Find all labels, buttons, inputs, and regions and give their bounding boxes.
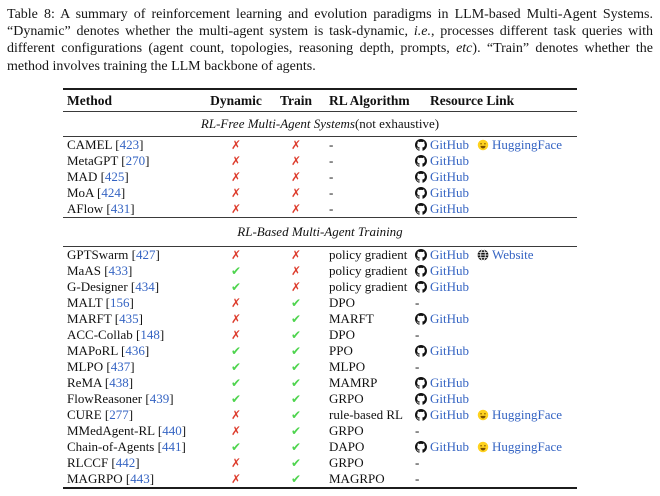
check-icon: ✔ — [290, 344, 302, 358]
section-header-rl-based — [63, 218, 577, 246]
resource-link-cell — [415, 407, 577, 423]
cross-icon: ✗ — [230, 170, 242, 184]
resource-link-cell — [415, 439, 577, 455]
github-icon — [415, 249, 427, 261]
cross-icon: ✗ — [290, 154, 302, 168]
rl-algorithm-cell: rule-based RL — [329, 407, 404, 422]
check-icon: ✔ — [290, 296, 302, 310]
github-resource — [415, 247, 469, 263]
rl-algorithm-cell: MAMRP — [329, 375, 378, 390]
citation-close-bracket: ] — [139, 137, 144, 152]
dynamic-cell — [205, 279, 267, 295]
header-dynamic: Dynamic — [210, 92, 262, 108]
check-icon: ✔ — [290, 456, 302, 470]
train-cell — [267, 169, 325, 185]
caption-italic-ie: i.e. — [413, 24, 431, 40]
train-cell — [267, 391, 325, 407]
train-cell — [267, 279, 325, 295]
rl-algorithm-cell: policy gradient — [329, 279, 408, 294]
citation-link[interactable]: 423 — [119, 137, 140, 152]
citation-link[interactable]: 431 — [110, 201, 131, 216]
table-row — [63, 201, 577, 217]
github-icon — [415, 377, 427, 389]
table-header-row — [63, 90, 577, 111]
citation-close-bracket: ] — [145, 153, 150, 168]
dynamic-cell — [205, 153, 267, 169]
rl-algorithm-cell: - — [329, 185, 334, 200]
rl-algorithm-cell: DPO — [329, 295, 356, 310]
citation-close-bracket: ] — [124, 169, 129, 184]
method-name: CURE [ — [67, 407, 110, 422]
check-icon: ✔ — [230, 392, 242, 406]
cross-icon: ✗ — [230, 456, 242, 470]
rl-algorithm-cell: MARFT — [329, 311, 374, 326]
table-bottom-rule — [63, 487, 577, 489]
table-row — [63, 375, 577, 391]
github-resource — [415, 153, 469, 169]
train-cell — [267, 455, 325, 471]
github-link[interactable]: GitHub — [430, 153, 469, 168]
huggingface-resource — [477, 439, 562, 455]
github-icon — [415, 313, 427, 325]
check-icon: ✔ — [230, 344, 242, 358]
check-icon: ✔ — [290, 376, 302, 390]
citation-link[interactable]: 439 — [149, 391, 170, 406]
method-name: CAMEL [ — [67, 137, 120, 152]
method-name: AFlow [ — [67, 201, 111, 216]
train-cell — [267, 327, 325, 343]
website-resource — [477, 247, 534, 263]
table-row — [63, 247, 577, 263]
resource-link-cell — [415, 391, 577, 407]
check-icon: ✔ — [290, 408, 302, 422]
github-link[interactable]: GitHub — [430, 311, 469, 326]
citation-link[interactable]: 435 — [119, 311, 139, 326]
github-icon — [415, 409, 427, 421]
dynamic-cell — [205, 295, 267, 311]
huggingface-resource — [477, 407, 562, 423]
method-name: FlowReasoner [ — [67, 391, 150, 406]
caption-text: Table 8: A summary of reinforcement learning and evolution paradigms in LLM-based Multi-Agent Systems. “Dynamic” denotes whether the multi-agent system is task-dynamic, — [7, 7, 653, 40]
dynamic-cell — [205, 375, 267, 391]
table-row — [63, 391, 577, 407]
cross-icon: ✗ — [230, 138, 242, 152]
method-name: ACC-Collab [ — [67, 327, 141, 342]
citation-close-bracket: ] — [181, 423, 187, 438]
table-row — [63, 455, 577, 471]
github-link[interactable]: GitHub — [430, 375, 469, 390]
rl-free-rows — [63, 137, 577, 217]
dynamic-cell — [205, 185, 267, 201]
dynamic-cell — [205, 311, 267, 327]
rl-algorithm-cell: - — [329, 169, 334, 184]
citation-link[interactable]: 424 — [101, 185, 121, 200]
resource-link-cell — [415, 455, 577, 471]
rl-algorithm-cell: DAPO — [329, 439, 365, 454]
github-icon — [415, 155, 427, 167]
citation-link[interactable]: 436 — [125, 343, 145, 358]
citation-close-bracket: ] — [130, 359, 135, 374]
citation-close-bracket: ] — [130, 201, 135, 216]
github-link[interactable]: GitHub — [430, 407, 469, 422]
caption-italic-etc: etc — [456, 41, 473, 57]
rl-algorithm-cell: MLPO — [329, 359, 366, 374]
citation-link[interactable]: 156 — [109, 295, 130, 310]
check-icon: ✔ — [230, 264, 242, 278]
no-resource-dash: - — [415, 327, 420, 342]
dynamic-cell — [205, 439, 267, 455]
check-icon: ✔ — [290, 328, 302, 342]
github-link[interactable]: GitHub — [430, 343, 469, 358]
method-name: MARFT [ — [67, 311, 120, 326]
table-row — [63, 343, 577, 359]
huggingface-icon — [477, 409, 489, 421]
citation-link[interactable]: 433 — [108, 263, 129, 278]
github-icon — [415, 171, 427, 183]
dynamic-cell — [205, 137, 267, 153]
train-cell — [267, 247, 325, 263]
train-cell — [267, 295, 325, 311]
header-method: Method — [67, 92, 112, 108]
dynamic-cell — [205, 343, 267, 359]
table-row — [63, 169, 577, 185]
huggingface-link[interactable]: HuggingFace — [492, 439, 563, 454]
citation-close-bracket: ] — [129, 295, 134, 310]
caption-text: , processes different task queries with different configurations (agent count, topologies, reasoning depth, prompts, — [7, 24, 653, 57]
cross-icon: ✗ — [230, 424, 242, 438]
resource-link-cell — [415, 311, 577, 327]
cross-icon: ✗ — [230, 472, 242, 486]
table-row — [63, 327, 577, 343]
dynamic-cell — [205, 423, 267, 439]
github-resource — [415, 391, 469, 407]
dynamic-cell — [205, 247, 267, 263]
github-resource — [415, 169, 469, 185]
resource-link-cell — [415, 153, 577, 169]
citation-close-bracket: ] — [128, 263, 133, 278]
table-row — [63, 471, 577, 487]
section-title: RL-Free Multi-Agent Systems — [200, 116, 355, 131]
citation-close-bracket: ] — [181, 439, 186, 454]
no-resource-dash: - — [415, 423, 420, 438]
github-icon — [415, 441, 427, 453]
train-cell — [267, 201, 325, 217]
dynamic-cell — [205, 471, 267, 487]
citation-link[interactable]: 270 — [125, 153, 146, 168]
check-icon: ✔ — [230, 376, 242, 390]
paper-table — [63, 88, 577, 489]
train-cell — [267, 137, 325, 153]
train-cell — [267, 471, 325, 487]
resource-link-cell — [415, 263, 577, 279]
github-icon — [415, 203, 427, 215]
cross-icon: ✗ — [230, 186, 242, 200]
citation-close-bracket: ] — [120, 185, 126, 200]
dynamic-cell — [205, 359, 267, 375]
dynamic-cell — [205, 201, 267, 217]
table-row — [63, 439, 577, 455]
github-resource — [415, 343, 469, 359]
method-name: GPTSwarm [ — [67, 247, 136, 262]
no-resource-dash: - — [415, 359, 420, 374]
citation-close-bracket: ] — [138, 311, 143, 326]
resource-link-cell — [415, 201, 577, 217]
resource-link-cell — [415, 247, 577, 263]
table-caption — [7, 6, 653, 75]
cross-icon: ✗ — [230, 202, 242, 216]
citation-close-bracket: ] — [144, 343, 150, 358]
method-name: MAD [ — [67, 169, 105, 184]
section-title: RL-Based Multi-Agent Training — [237, 224, 403, 239]
dynamic-cell — [205, 327, 267, 343]
caption-text: ). “Train” denotes whether the method involves training the LLM backbone of agents. — [7, 41, 653, 74]
resource-link-cell — [415, 375, 577, 391]
github-resource — [415, 375, 469, 391]
rl-algorithm-cell: - — [329, 201, 334, 216]
check-icon: ✔ — [230, 440, 242, 454]
resource-link-cell — [415, 471, 577, 487]
citation-link[interactable]: 434 — [135, 279, 155, 294]
github-icon — [415, 139, 427, 151]
method-name: MLPO [ — [67, 359, 111, 374]
github-link[interactable]: GitHub — [430, 247, 469, 262]
check-icon: ✔ — [290, 360, 302, 374]
resource-link-cell — [415, 423, 577, 439]
cross-icon: ✗ — [290, 280, 302, 294]
rl-algorithm-cell: MAGRPO — [329, 471, 385, 486]
citation-link[interactable]: 425 — [104, 169, 125, 184]
train-cell — [267, 439, 325, 455]
train-cell — [267, 185, 325, 201]
dynamic-cell — [205, 407, 267, 423]
citation-link[interactable]: 440 — [162, 423, 182, 438]
rl-algorithm-cell: - — [329, 137, 334, 152]
method-name: Chain-of-Agents [ — [67, 439, 162, 454]
github-link[interactable]: GitHub — [430, 279, 469, 294]
citation-link[interactable]: 148 — [140, 327, 160, 342]
table-row — [63, 153, 577, 169]
method-name: MALT [ — [67, 295, 110, 310]
github-resource — [415, 407, 469, 423]
resource-link-cell — [415, 137, 577, 153]
resource-link-cell — [415, 279, 577, 295]
github-link[interactable]: GitHub — [430, 439, 469, 454]
header-resource-link: Resource Link — [430, 92, 515, 108]
github-icon — [415, 265, 427, 277]
method-name: RLCCF [ — [67, 455, 116, 470]
cross-icon: ✗ — [230, 408, 242, 422]
method-name: MAGRPO [ — [67, 471, 131, 486]
method-name: G-Designer [ — [67, 279, 136, 294]
resource-link-cell — [415, 343, 577, 359]
method-name: MaAS [ — [67, 263, 109, 278]
train-cell — [267, 359, 325, 375]
rl-algorithm-cell: policy gradient — [329, 247, 408, 262]
github-link[interactable]: GitHub — [430, 185, 469, 200]
table-row — [63, 407, 577, 423]
table-row — [63, 185, 577, 201]
huggingface-link[interactable]: HuggingFace — [492, 137, 563, 152]
resource-link-cell — [415, 295, 577, 311]
github-icon — [415, 345, 427, 357]
citation-close-bracket: ] — [128, 407, 134, 422]
resource-link-cell — [415, 185, 577, 201]
citation-close-bracket: ] — [169, 391, 174, 406]
table-row — [63, 295, 577, 311]
table-row — [63, 359, 577, 375]
cross-icon: ✗ — [290, 138, 302, 152]
no-resource-dash: - — [415, 471, 420, 486]
github-link[interactable]: GitHub — [430, 391, 469, 406]
github-icon — [415, 281, 427, 293]
github-icon — [415, 187, 427, 199]
table-row — [63, 423, 577, 439]
rl-based-rows — [63, 247, 577, 487]
table-row — [63, 137, 577, 153]
github-link[interactable]: GitHub — [430, 263, 469, 278]
citation-link[interactable]: 441 — [161, 439, 182, 454]
section-title-note: (not exhaustive) — [354, 116, 440, 131]
train-cell — [267, 343, 325, 359]
table-row — [63, 263, 577, 279]
github-link[interactable]: GitHub — [430, 169, 469, 184]
method-name: MoA [ — [67, 185, 102, 200]
train-cell — [267, 311, 325, 327]
resource-link-cell — [415, 359, 577, 375]
citation-link[interactable]: 442 — [115, 455, 136, 470]
cross-icon: ✗ — [290, 170, 302, 184]
check-icon: ✔ — [230, 360, 242, 374]
citation-link[interactable]: 427 — [135, 247, 156, 262]
citation-link[interactable]: 277 — [109, 407, 129, 422]
rl-algorithm-cell: GRPO — [329, 391, 364, 406]
no-resource-dash: - — [415, 455, 420, 470]
github-resource — [415, 185, 469, 201]
rl-algorithm-cell: policy gradient — [329, 263, 408, 278]
huggingface-link[interactable]: HuggingFace — [492, 407, 563, 422]
train-cell — [267, 423, 325, 439]
rl-algorithm-cell: DPO — [329, 327, 356, 342]
rl-algorithm-cell: PPO — [329, 343, 353, 358]
check-icon: ✔ — [290, 472, 302, 486]
cross-icon: ✗ — [230, 296, 242, 310]
cross-icon: ✗ — [230, 248, 242, 262]
citation-link[interactable]: 437 — [110, 359, 131, 374]
table-row — [63, 279, 577, 295]
method-name: MAPoRL [ — [67, 343, 126, 358]
website-link[interactable]: Website — [492, 247, 534, 262]
table-row — [63, 311, 577, 327]
cross-icon: ✗ — [230, 312, 242, 326]
method-name: MetaGPT [ — [67, 153, 126, 168]
citation-close-bracket: ] — [155, 247, 160, 262]
citation-close-bracket: ] — [128, 375, 134, 390]
section-header-rl-free — [63, 112, 577, 136]
globe-icon — [477, 249, 489, 261]
rl-algorithm-cell: - — [329, 153, 334, 168]
rl-algorithm-cell: GRPO — [329, 423, 364, 438]
dynamic-cell — [205, 391, 267, 407]
citation-link[interactable]: 443 — [130, 471, 150, 486]
citation-link[interactable]: 438 — [109, 375, 129, 390]
citation-close-bracket: ] — [159, 327, 165, 342]
cross-icon: ✗ — [230, 328, 242, 342]
github-icon — [415, 393, 427, 405]
train-cell — [267, 153, 325, 169]
cross-icon: ✗ — [290, 264, 302, 278]
dynamic-cell — [205, 263, 267, 279]
header-rl-algorithm: RL Algorithm — [329, 92, 410, 108]
check-icon: ✔ — [290, 312, 302, 326]
citation-close-bracket: ] — [154, 279, 160, 294]
method-name: ReMA [ — [67, 375, 110, 390]
github-resource — [415, 137, 469, 153]
header-train: Train — [279, 92, 312, 108]
no-resource-dash: - — [415, 295, 420, 310]
train-cell — [267, 375, 325, 391]
huggingface-icon — [477, 441, 489, 453]
github-link[interactable]: GitHub — [430, 201, 469, 216]
github-link[interactable]: GitHub — [430, 137, 469, 152]
citation-close-bracket: ] — [135, 455, 140, 470]
check-icon: ✔ — [290, 440, 302, 454]
rl-algorithm-cell: GRPO — [329, 455, 364, 470]
resource-link-cell — [415, 169, 577, 185]
check-icon: ✔ — [230, 280, 242, 294]
github-resource — [415, 279, 469, 295]
resource-link-cell — [415, 327, 577, 343]
huggingface-icon — [477, 139, 489, 151]
cross-icon: ✗ — [230, 154, 242, 168]
cross-icon: ✗ — [290, 202, 302, 216]
dynamic-cell — [205, 169, 267, 185]
check-icon: ✔ — [290, 424, 302, 438]
citation-close-bracket: ] — [149, 471, 155, 486]
train-cell — [267, 263, 325, 279]
cross-icon: ✗ — [290, 248, 302, 262]
github-resource — [415, 201, 469, 217]
dynamic-cell — [205, 455, 267, 471]
train-cell — [267, 407, 325, 423]
github-resource — [415, 263, 469, 279]
huggingface-resource — [477, 137, 562, 153]
cross-icon: ✗ — [290, 186, 302, 200]
method-name: MMedAgent-RL [ — [67, 423, 163, 438]
check-icon: ✔ — [290, 392, 302, 406]
github-resource — [415, 439, 469, 455]
github-resource — [415, 311, 469, 327]
